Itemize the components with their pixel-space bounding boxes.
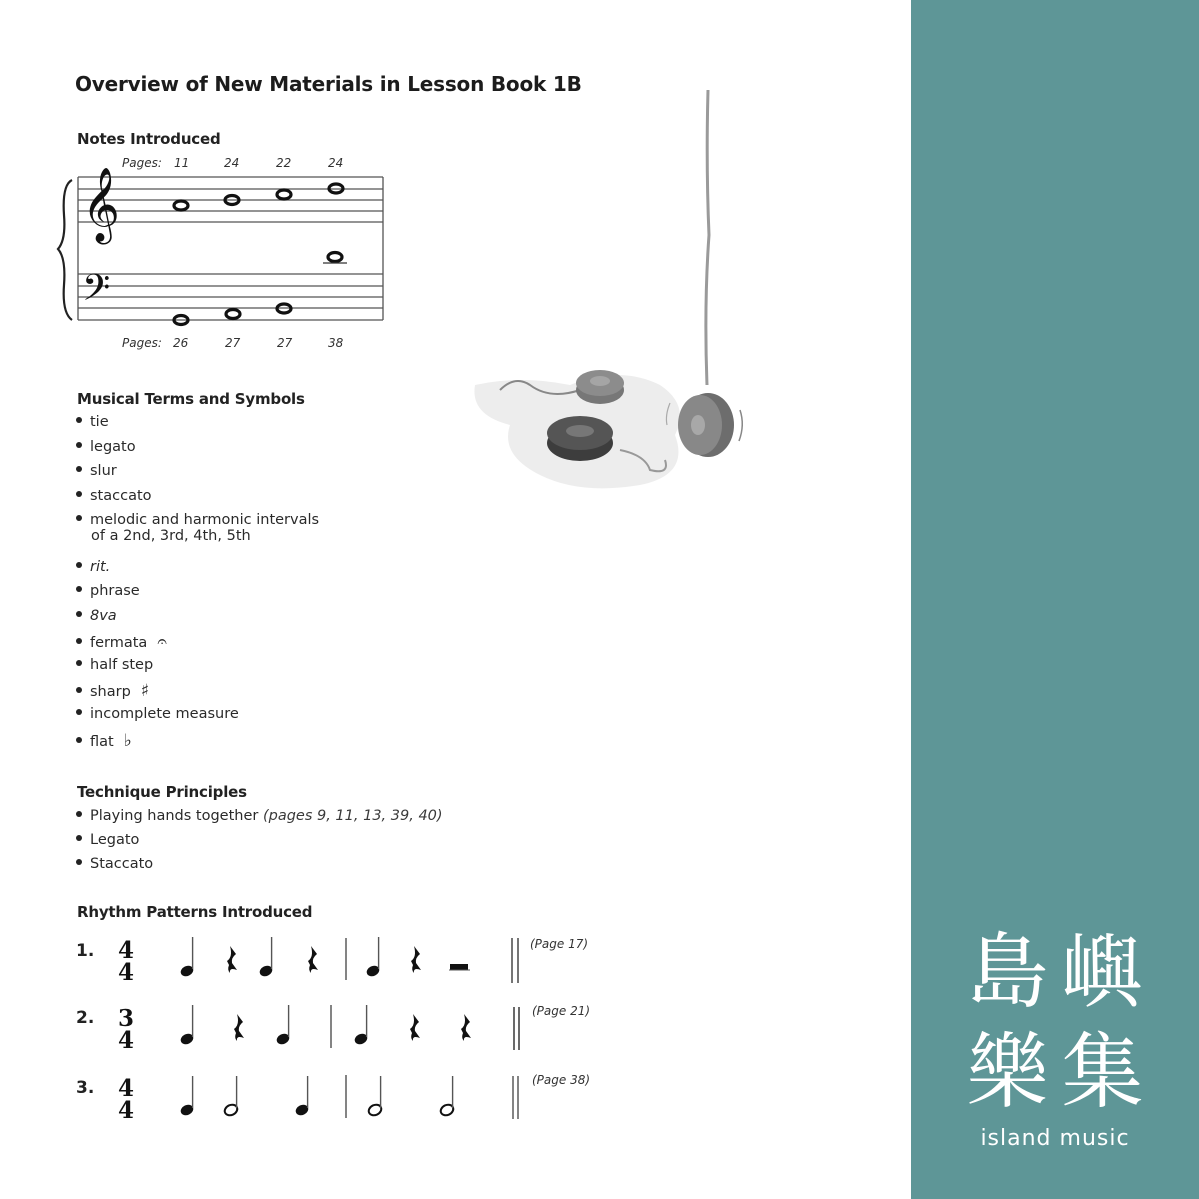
notes-introduced-heading: Notes Introduced bbox=[77, 130, 221, 148]
bass-page-1: 26 bbox=[173, 336, 189, 350]
brace-icon bbox=[58, 180, 72, 320]
list-item: flat ♭ bbox=[76, 731, 132, 751]
half-rest-icon bbox=[450, 964, 468, 970]
logo-char-2: 嶼 bbox=[1061, 925, 1144, 1020]
bass-page-2: 27 bbox=[225, 336, 241, 350]
treble-clef-icon: 𝄞 bbox=[82, 168, 120, 242]
rhythm-number-1: 1. bbox=[76, 941, 95, 961]
logo-char-1: 島 bbox=[966, 925, 1049, 1020]
bullet-icon bbox=[76, 835, 82, 841]
quarter-rest-icon bbox=[308, 946, 318, 973]
quarter-rest-icon bbox=[410, 1014, 420, 1041]
list-item: sharp ♯ bbox=[76, 681, 149, 701]
treble-page-2: 24 bbox=[224, 156, 240, 170]
bullet-icon bbox=[76, 466, 82, 472]
bass-page-3: 27 bbox=[277, 336, 293, 350]
quarter-note-icon bbox=[258, 937, 274, 978]
list-item: Staccato bbox=[76, 856, 153, 872]
quarter-note-icon bbox=[179, 937, 195, 978]
list-item: half step bbox=[76, 657, 153, 673]
bullet-icon bbox=[76, 515, 82, 521]
treble-page-1: 11 bbox=[174, 156, 190, 170]
yoyo-illustration bbox=[460, 85, 760, 505]
bullet-icon bbox=[76, 811, 82, 817]
whole-note-icon bbox=[226, 310, 240, 319]
rhythm-number-2: 2. bbox=[76, 1008, 95, 1028]
time-sig-top-1: 4 bbox=[118, 937, 135, 964]
list-item: tie bbox=[76, 414, 109, 430]
sharp-icon: ♯ bbox=[140, 681, 150, 701]
logo-english-text: island music bbox=[980, 1126, 1130, 1151]
half-note-icon bbox=[367, 1076, 383, 1117]
bullet-icon bbox=[76, 660, 82, 666]
list-item: Playing hands together (pages 9, 11, 13, 39, 40) bbox=[76, 808, 443, 824]
quarter-rest-icon bbox=[234, 1014, 244, 1041]
bullet-icon bbox=[76, 737, 82, 743]
list-item: slur bbox=[76, 463, 117, 479]
time-sig-bottom-2: 4 bbox=[118, 1027, 135, 1054]
bass-pages-label: Pages: bbox=[122, 336, 162, 350]
treble-page-3: 22 bbox=[276, 156, 292, 170]
list-item: Legato bbox=[76, 832, 139, 848]
half-note-icon bbox=[223, 1076, 239, 1117]
list-item: incomplete measure bbox=[76, 706, 239, 722]
list-item: melodic and harmonic intervals of a 2nd, 3rd, 4th, 5th bbox=[76, 512, 319, 544]
quarter-rest-icon bbox=[411, 946, 421, 973]
bullet-icon bbox=[76, 442, 82, 448]
bullet-icon bbox=[76, 709, 82, 715]
time-sig-bottom-3: 4 bbox=[118, 1097, 135, 1124]
bullet-icon bbox=[76, 638, 82, 644]
fermata-icon: 𝄐 bbox=[157, 632, 167, 652]
bullet-icon bbox=[76, 417, 82, 423]
page-title: Overview of New Materials in Lesson Book 1B bbox=[75, 72, 582, 96]
quarter-note-icon bbox=[353, 1005, 369, 1046]
whole-note-icon bbox=[277, 190, 291, 199]
list-item: rit. bbox=[76, 559, 110, 575]
treble-page-4: 24 bbox=[328, 156, 344, 170]
list-item: 8va bbox=[76, 608, 117, 624]
whole-note-icon bbox=[174, 201, 188, 210]
technique-heading: Technique Principles bbox=[77, 783, 247, 801]
quarter-rest-icon bbox=[461, 1014, 471, 1041]
island-music-logo bbox=[960, 925, 1150, 1155]
logo-char-4: 集 bbox=[1061, 1025, 1144, 1120]
time-sig-bottom-1: 4 bbox=[118, 959, 135, 986]
quarter-note-icon bbox=[179, 1005, 195, 1046]
bullet-icon bbox=[76, 562, 82, 568]
quarter-rest-icon bbox=[227, 946, 237, 973]
musical-terms-heading: Musical Terms and Symbols bbox=[77, 390, 305, 408]
whole-note-icon bbox=[328, 253, 342, 262]
list-item: staccato bbox=[76, 488, 152, 504]
rhythm-page-1: (Page 17) bbox=[530, 937, 589, 951]
half-note-icon bbox=[439, 1076, 455, 1117]
rhythm-page-3: (Page 38) bbox=[532, 1073, 591, 1087]
bass-page-4: 38 bbox=[328, 336, 344, 350]
bullet-icon bbox=[76, 687, 82, 693]
flat-icon: ♭ bbox=[123, 731, 132, 751]
list-item: fermata 𝄐 bbox=[76, 632, 167, 652]
bullet-icon bbox=[76, 491, 82, 497]
quarter-note-icon bbox=[365, 937, 381, 978]
time-sig-top-3: 4 bbox=[118, 1075, 135, 1102]
logo-char-3: 樂 bbox=[966, 1025, 1049, 1120]
bullet-icon bbox=[76, 586, 82, 592]
rhythm-heading: Rhythm Patterns Introduced bbox=[77, 903, 313, 921]
quarter-note-icon bbox=[275, 1005, 291, 1046]
quarter-note-icon bbox=[294, 1076, 310, 1117]
grand-staff bbox=[0, 0, 420, 360]
rhythm-number-3: 3. bbox=[76, 1078, 95, 1098]
list-item: legato bbox=[76, 439, 136, 455]
rhythm-page-2: (Page 21) bbox=[532, 1004, 591, 1018]
quarter-note-icon bbox=[179, 1076, 195, 1117]
bass-clef-icon: 𝄢 bbox=[82, 267, 111, 318]
list-item: phrase bbox=[76, 583, 140, 599]
bullet-icon bbox=[76, 859, 82, 865]
bullet-icon bbox=[76, 611, 82, 617]
treble-pages-label: Pages: bbox=[122, 156, 162, 170]
time-sig-top-2: 3 bbox=[118, 1005, 135, 1032]
